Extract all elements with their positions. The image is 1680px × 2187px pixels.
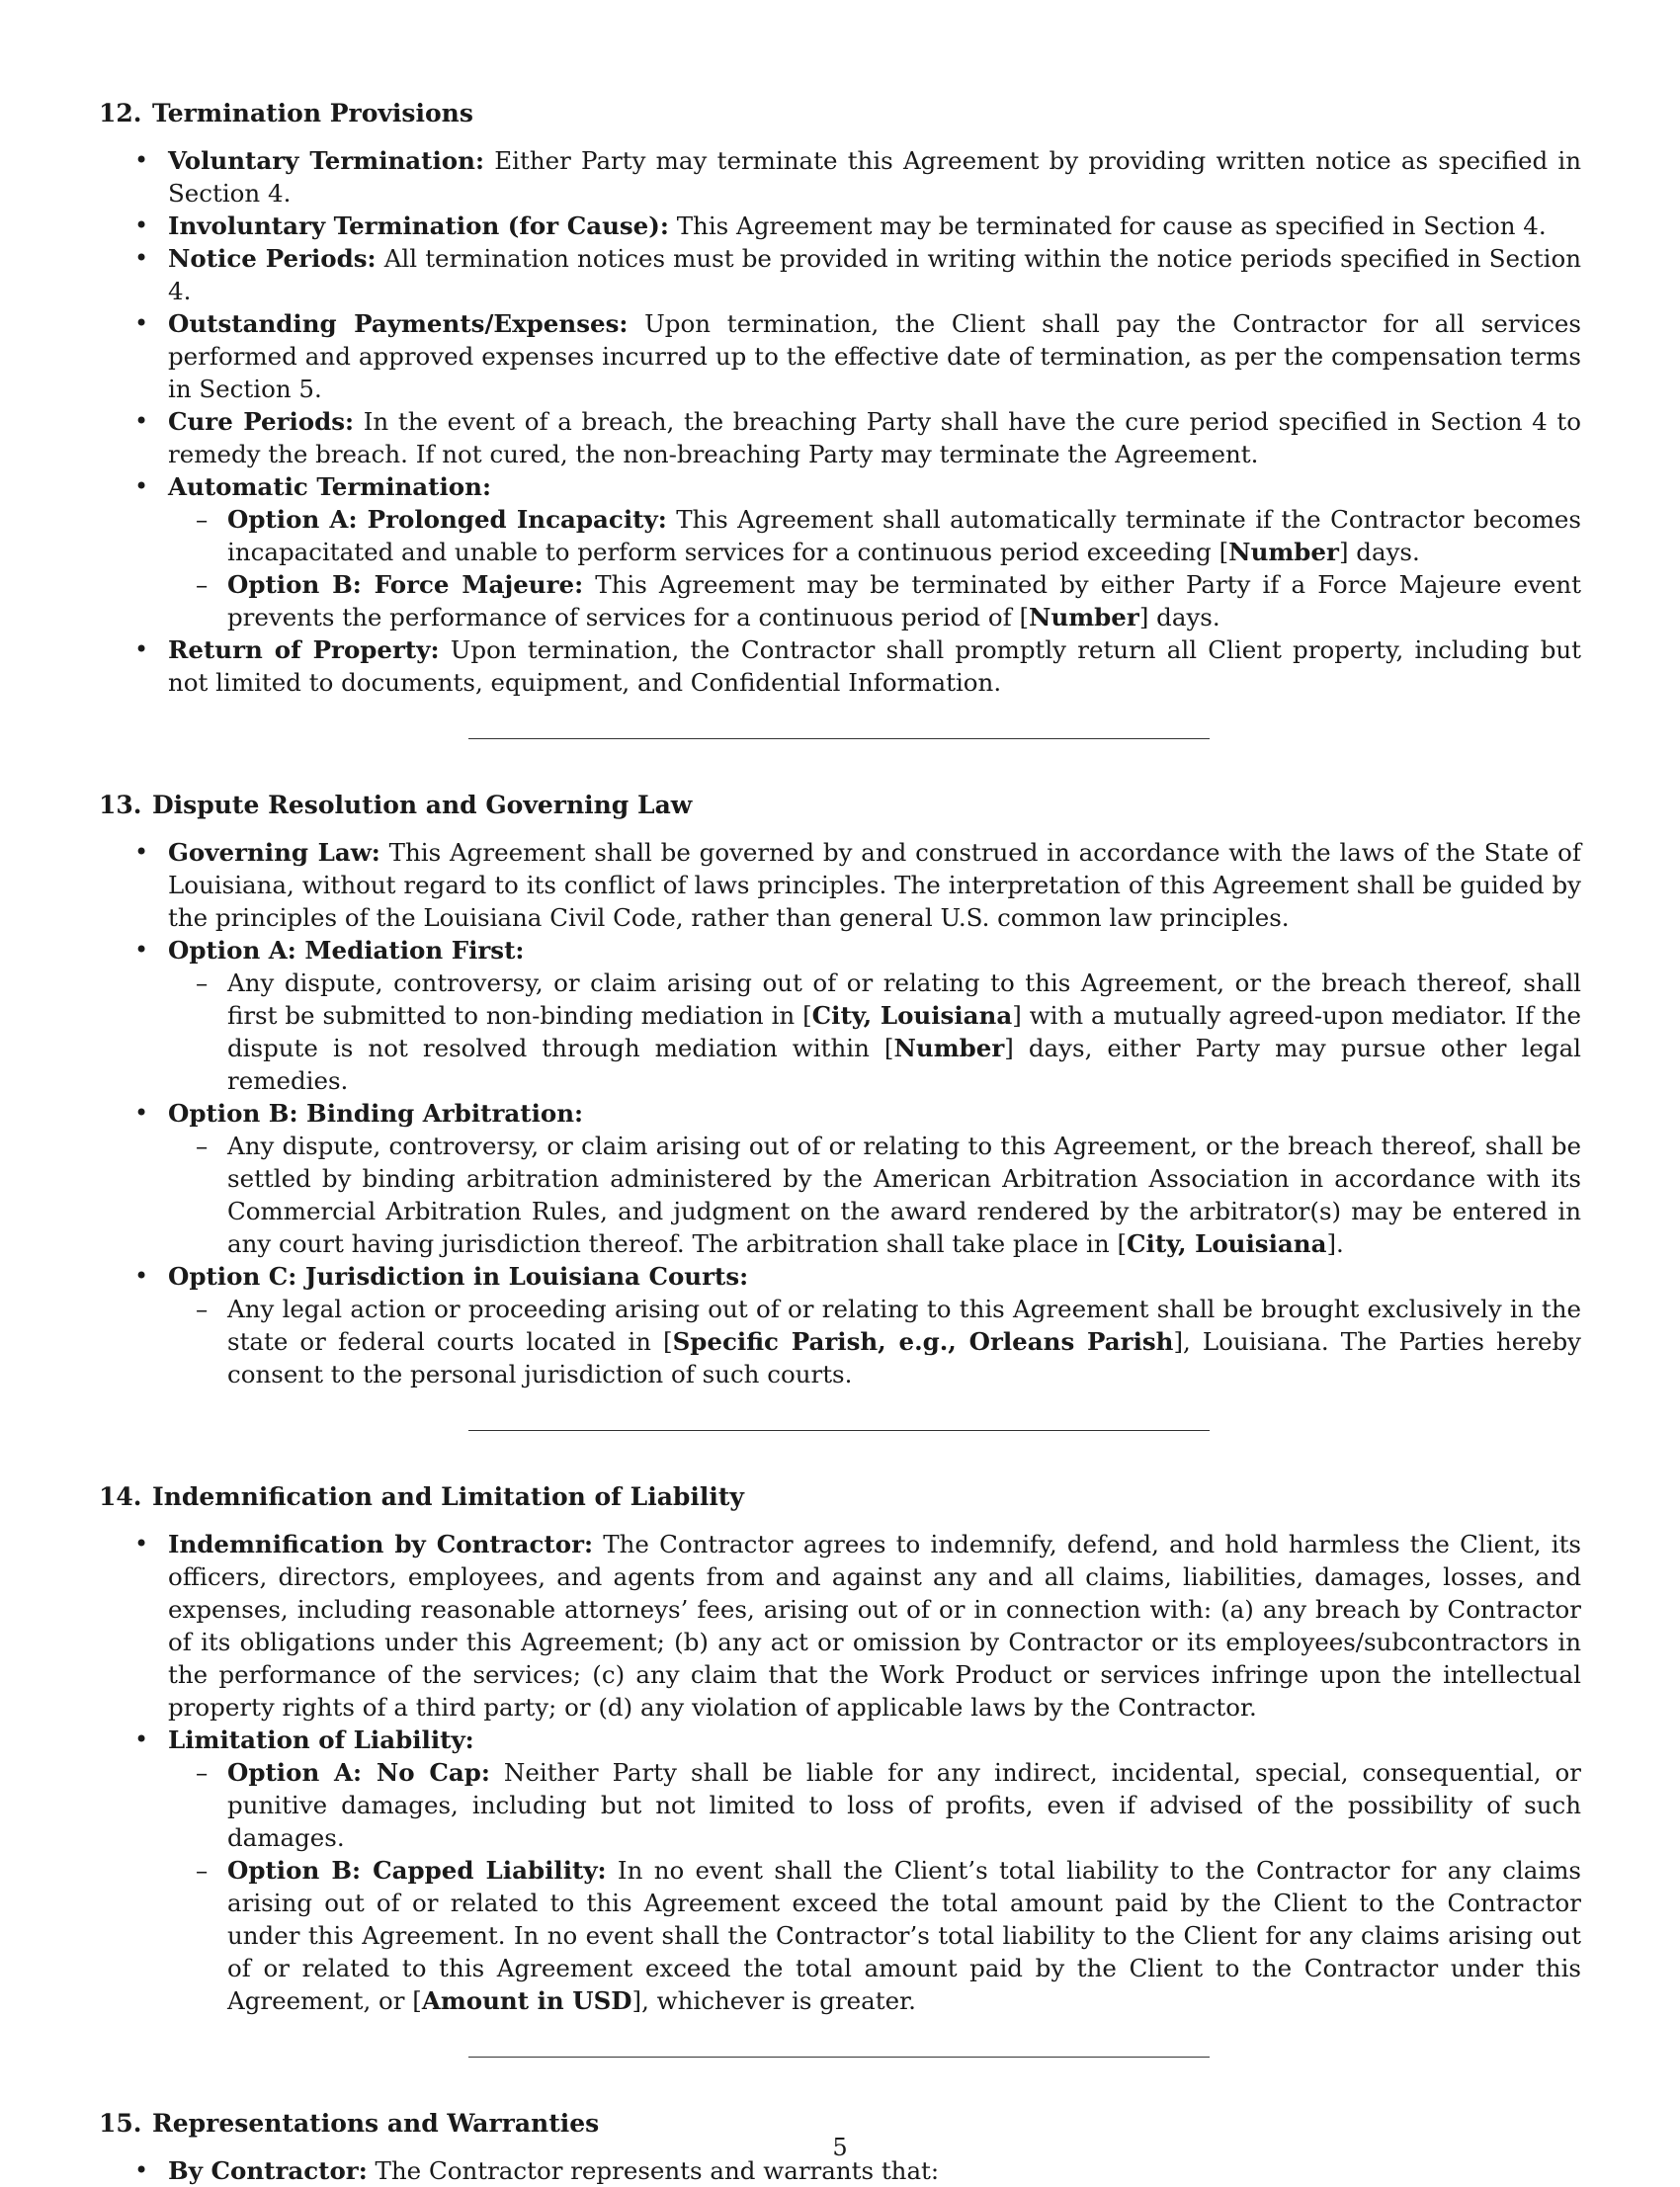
placeholder: Amount in USD [421,1986,632,2015]
sub-list-item: – Option B: Capped Liability: In no event shall the Client’s total liability to the Contractor for any claims arising out of or related to this Agreement exceed the total amount paid by the Client to the Contractor under this Agreement. In no event shall the Contractor’s total liability to the Client for any claims arising out of or related to this Agreement exceed the total amount paid by the Client to the Contractor under this Agreement, or [Amount in USD], whichever is greater. [168,1854,1581,2017]
bullet-list [99,836,1581,1390]
sub-list-item: – Any dispute, controversy, or claim arising out of or relating to this Agreement, or the breach thereof, shall first be submitted to non-binding mediation in [City, Louisiana] with a mutually agreed-upon mediator. If the dispute is not resolved through mediation within [Number] days, either Party may pursue other legal remedies. [168,967,1581,1097]
list-item: • Notice Periods: All termination notices must be provided in writing within the notice periods specified in Section 4. [99,242,1581,307]
page-number: 5 [832,2134,848,2161]
sub-list-item: – Any legal action or proceeding arising out of or relating to this Agreement shall be brought exclusively in the state or federal courts located in [Specific Parish, e.g., Orleans Parish], Louisiana. The Parties hereby consent to the personal jurisdiction of such courts. [168,1293,1581,1390]
sub-list-item: – Any dispute, controversy, or claim arising out of or relating to this Agreement, or the breach thereof, shall be settled by binding arbitration administered by the American Arbitration Association in accordance with its Commercial Arbitration Rules, and judgment on the award rendered by the arbitrator(s) may be entered in any court having jurisdiction thereof. The arbitration shall take place in [City, Louisiana]. [168,1130,1581,1260]
list-item: • By Contractor: The Contractor represents and warrants that: [99,2154,1581,2187]
list-item: • Indemnification by Contractor: The Contractor agrees to indemnify, defend, and hold harmless the Client, its officers, directors, employees, and agents from and against any and all claims, liabilities, damages, losses, and expenses, including reasonable attorneys’ fees, arising out of or in connection with: (a) any breach by Contractor of its obligations under this Agreement; (b) any act or omission by Contractor or its employees/subcontractors in the performance of the services; (c) any claim that the Work Product or services infringe upon the intellectual property rights of a third party; or (d) any violation of applicable laws by the Contractor. [99,1528,1581,1724]
placeholder: City, Louisiana [1127,1229,1327,1258]
list-item: • Governing Law: This Agreement shall be governed by and construed in accordance with the laws of the State of Louisiana, without regard to its conflict of laws principles. The interpretation of this Agreement shall be guided by the principles of the Louisiana Civil Code, rather than general U.S. common law principles. [99,836,1581,934]
list-item: • Involuntary Termination (for Cause): This Agreement may be terminated for cause as specified in Section 4. [99,210,1581,242]
bullet-list [99,1528,1581,2017]
section-divider [468,2057,1210,2058]
list-item: • Outstanding Payments/Expenses: Upon termination, the Client shall pay the Contractor for all services performed and approved expenses incurred up to the effective date of termination, as per the compensation terms in Section 5. [99,307,1581,405]
list-item: • Option A: Mediation First: – Any dispute, controversy, or claim arising out of or relating to this Agreement, or the breach thereof, shall first be submitted to non-binding mediation in [City, Louisiana] with a mutually agreed-upon mediator. If the dispute is not resolved through mediation within [Number] days, either Party may pursue other legal remedies. [99,934,1581,1097]
sub-list-item: – Option A: Prolonged Incapacity: This Agreement shall automatically terminate if the Contractor becomes incapacitated and unable to perform services for a continuous period exceeding [Number] days. [168,503,1581,568]
sub-list-item: – Option B: Force Majeure: This Agreement may be terminated by either Party if a Force Majeure event prevents the performance of services for a continuous period of [Number] days. [168,568,1581,633]
section-heading: 12. Termination Provisions [99,99,473,127]
section-divider [468,738,1210,739]
list-item: • Voluntary Termination: Either Party may terminate this Agreement by providing written notice as specified in Section 4. [99,144,1581,210]
section-heading: 13. Dispute Resolution and Governing Law [99,791,693,819]
placeholder: Specific Parish, e.g., Orleans Parish [672,1327,1174,1356]
list-item: • Cure Periods: In the event of a breach, the breaching Party shall have the cure period specified in Section 4 to remedy the breach. If not cured, the non-breaching Party may terminate the Agreement. [99,405,1581,470]
sub-list [168,967,1581,1097]
sub-list-item: – Option A: No Cap: Neither Party shall be liable for any indirect, incidental, special, consequential, or punitive damages, including but not limited to loss of profits, even if advised of the possibility of such damages. [168,1756,1581,1854]
sub-list [168,1756,1581,2017]
sub-list [168,1130,1581,1260]
section-divider [468,1430,1210,1431]
bullet-list [99,144,1581,699]
placeholder: Number [1228,538,1339,566]
list-item: • Option C: Jurisdiction in Louisiana Courts: – Any legal action or proceeding arising out of or relating to this Agreement shall be brought exclusively in the state or federal courts located in [Specific Parish, e.g., Orleans Parish], Louisiana. The Parties hereby consent to the personal jurisdiction of such courts. [99,1260,1581,1390]
list-item: • Limitation of Liability: – Option A: No Cap: Neither Party shall be liable for any indirect, incidental, special, consequential, or punitive damages, including but not limited to loss of profits, even if advised of the possibility of such damages. – Option B: Capped Liability: In no event shall the Client’s total liability to the Contractor for any claims arising out of or related to this Agreement exceed the total amount paid by the Client to the Contractor under this Agreement. In no event shall the Contractor’s total liability to the Client for any claims arising out of or related to this Agreement exceed the total amount paid by the Client to the Contractor under this Agreement, or [Amount in USD], whichever is greater. [99,1724,1581,2017]
section-heading: 14. Indemnification and Limitation of Liability [99,1482,744,1511]
placeholder: Number [893,1034,1005,1062]
list-item: • Return of Property: Upon termination, the Contractor shall promptly return all Client property, including but not limited to documents, equipment, and Confidential Information. [99,633,1581,699]
list-item: • Option B: Binding Arbitration: – Any dispute, controversy, or claim arising out of or relating to this Agreement, or the breach thereof, shall be settled by binding arbitration administered by the American Arbitration Association in accordance with its Commercial Arbitration Rules, and judgment on the award rendered by the arbitrator(s) may be entered in any court having jurisdiction thereof. The arbitration shall take place in [City, Louisiana]. [99,1097,1581,1260]
section-heading: 15. Representations and Warranties [99,2109,600,2138]
section-13 [99,789,1581,1390]
sub-list [168,503,1581,633]
sub-list [168,1293,1581,1390]
list-item: • Automatic Termination: – Option A: Prolonged Incapacity: This Agreement shall automatically terminate if the Contractor becomes incapacitated and unable to perform services for a continuous period exceeding [Number] days. – Option B: Force Majeure: This Agreement may be terminated by either Party if a Force Majeure event prevents the performance of services for a continuous period of [Number] days. [99,470,1581,633]
section-12 [99,97,1581,699]
placeholder: City, Louisiana [811,1001,1013,1030]
document-page [99,97,1581,2187]
section-14 [99,1480,1581,2017]
placeholder: Number [1029,603,1139,631]
